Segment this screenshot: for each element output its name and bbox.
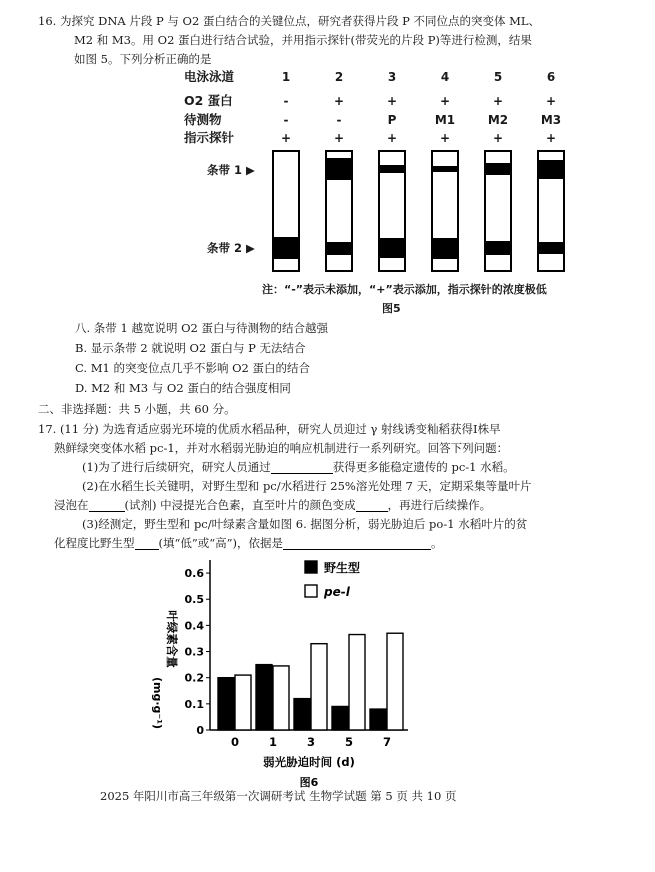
- q17-p1-text-b: 获得更多能稳定遗传的 pc-1 水稻。: [332, 460, 515, 474]
- q16-line1: 16. 为探究 DNA 片段 P 与 O2 蛋白结合的关键位点，研究者获得片段 P 不同位点的突变体 ML、: [38, 14, 541, 28]
- bar-wild-type-3: [294, 699, 310, 730]
- chlorophyll-bar-chart: [140, 550, 420, 790]
- q17-line1: 17. (11 分) 为选育适应弱光环境的优质水稻品种，研究人员迎过 γ 射线诱变籼稻获得Ⅰ株早: [38, 422, 501, 436]
- table-cell-probe-6: +: [545, 131, 557, 145]
- arrow-right-icon: ▶: [246, 241, 255, 255]
- option-b: B. 显示条带 2 就说明 O2 蛋白与 P 无法结合: [75, 341, 306, 355]
- gel-lane-3: [378, 150, 406, 272]
- table-cell-lanes-6: 6: [546, 70, 556, 84]
- q17-part3-line1: (3)经测定，野生型和 pc/叶绿素含量如图 6. 据图分析，弱光胁迫后 po-1 水稻叶片的贫: [82, 517, 528, 531]
- q17-p3-text-c: (填“低”或“高”)，依据是: [158, 536, 283, 550]
- band-2: [486, 241, 510, 255]
- band-1: [380, 165, 404, 173]
- table-cell-test-4: M1: [434, 113, 456, 127]
- q17-line2: 熟鲜绿突变体水稻 pc-1，并对水稻弱光胁迫的响应机制进行一系列研究。回答下列问题：: [54, 441, 509, 455]
- gel-lane-2: [325, 150, 353, 272]
- band-2: [274, 237, 298, 259]
- q17-part2-line2: [54, 498, 491, 512]
- band-2: [433, 238, 457, 259]
- section-2-heading: 二、非选择题：共 5 小题，共 60 分。: [38, 402, 236, 416]
- q17-p3-text-d: 。: [431, 536, 443, 550]
- row-label-o2: O2 蛋白: [184, 93, 233, 108]
- x-tick-label: 7: [382, 735, 392, 749]
- q17-p2-text-d: ，再进行后续操作。: [387, 498, 492, 512]
- q16-line3: 如图 5。下列分析正确的是: [74, 52, 212, 66]
- table-cell-probe-2: +: [333, 131, 345, 145]
- option-c: C. M1 的突变位点几乎不影响 O2 蛋白的结合: [75, 361, 311, 375]
- table-cell-lanes-2: 2: [334, 70, 344, 84]
- x-tick-label: 1: [268, 735, 278, 749]
- band-2: [380, 238, 404, 258]
- arrow-right-icon: ▶: [246, 163, 255, 177]
- table-cell-test-1: -: [283, 113, 289, 127]
- answer-blank-2[interactable]: [89, 511, 125, 512]
- bar-pe1-3: [311, 644, 327, 730]
- band-2: [327, 242, 351, 255]
- q17-p2-text-c: (试剂) 中浸提光合色素，直至叶片的颜色变成: [124, 498, 356, 512]
- y-tick-label: 0.1: [184, 697, 204, 711]
- page-footer: 2025 年阳川市高三年级第一次调研考试 生物学试题 第 5 页 共 10 页: [100, 789, 457, 803]
- band1-label-text: 条带 1: [207, 163, 243, 177]
- y-tick-label: 0.6: [184, 567, 204, 581]
- legend-swatch-wild-type: [305, 561, 317, 573]
- x-tick-label: 5: [344, 735, 354, 749]
- legend-label-pe1: pe-l: [324, 585, 350, 599]
- gel-lane-6: [537, 150, 565, 272]
- table-cell-lanes-1: 1: [281, 70, 291, 84]
- bar-wild-type-7: [370, 709, 386, 730]
- y-tick-label: 0.4: [184, 619, 204, 633]
- y-tick-label: 0.5: [184, 593, 204, 607]
- x-tick-label: 3: [306, 735, 316, 749]
- figure6-caption: 图6: [299, 776, 319, 789]
- row-label-lane: 电泳泳道: [184, 69, 235, 84]
- gel-lane-5: [484, 150, 512, 272]
- table-cell-o2-1: -: [283, 94, 289, 108]
- table-cell-probe-1: +: [280, 131, 292, 145]
- table-cell-o2-3: +: [386, 94, 398, 108]
- bar-wild-type-0: [218, 678, 234, 730]
- band-1: [539, 160, 563, 179]
- bar-pe1-7: [387, 633, 403, 730]
- band-1: [486, 163, 510, 175]
- option-d: D. M2 和 M3 与 O2 蛋白的结合强度相同: [75, 381, 291, 395]
- answer-blank-3[interactable]: [356, 511, 388, 512]
- option-a: 八. 条带 1 越宽说明 O2 蛋白与待测物的结合越强: [75, 321, 328, 335]
- y-axis-label: 叶绿素含量: [165, 610, 179, 668]
- band1-label: [207, 163, 255, 177]
- y-tick-label: 0.3: [184, 645, 204, 659]
- y-axis-unit: (mg·g⁻¹): [151, 676, 164, 730]
- answer-blank-1[interactable]: [271, 473, 333, 474]
- q17-part3-line2: [54, 536, 443, 550]
- row-label-probe: 指示探针: [184, 130, 235, 145]
- table-cell-lanes-5: 5: [493, 70, 503, 84]
- table-cell-test-6: M3: [540, 113, 562, 127]
- table-cell-o2-6: +: [545, 94, 557, 108]
- y-tick-label: 0: [196, 724, 204, 737]
- table-cell-test-3: P: [387, 113, 397, 127]
- band-2: [539, 242, 563, 254]
- legend-label-wild-type: 野生型: [324, 561, 361, 575]
- x-tick-label: 0: [230, 735, 240, 749]
- table-cell-probe-4: +: [439, 131, 451, 145]
- row-label-test: 待测物: [184, 112, 222, 127]
- q17-p1-text-a: (1)为了进行后续研究，研究人员通过: [82, 460, 271, 474]
- band2-label-text: 条带 2: [207, 241, 243, 255]
- table-cell-lanes-4: 4: [440, 70, 450, 84]
- q16-line2: M2 和 M3。用 O2 蛋白进行结合试验，并用指示探针(带荧光的片段 P)等进行检测，结果: [74, 33, 532, 47]
- bar-pe1-1: [273, 666, 289, 730]
- table-cell-o2-4: +: [439, 94, 451, 108]
- gel-lane-4: [431, 150, 459, 272]
- gel-note: 注：“-”表示未添加，“+”表示添加，指示探针的浓度极低: [262, 283, 547, 296]
- gel-lane-1: [272, 150, 300, 272]
- figure5-caption: 图5: [382, 302, 401, 315]
- bar-pe1-5: [349, 635, 365, 730]
- bar-pe1-0: [235, 675, 251, 730]
- table-cell-test-2: -: [336, 113, 342, 127]
- q17-p3-text-b: 化程度比野生型: [54, 536, 135, 550]
- legend-swatch-pe1: [305, 585, 317, 597]
- q17-p2-text-b: 浸泡在: [54, 498, 89, 512]
- band-1: [327, 158, 351, 180]
- table-cell-test-5: M2: [487, 113, 509, 127]
- q17-part1: [82, 460, 515, 474]
- y-tick-label: 0.2: [184, 671, 204, 685]
- table-cell-o2-2: +: [333, 94, 345, 108]
- band-1: [433, 166, 457, 172]
- table-cell-probe-3: +: [386, 131, 398, 145]
- table-cell-o2-5: +: [492, 94, 504, 108]
- band2-label: [207, 241, 255, 255]
- table-cell-lanes-3: 3: [387, 70, 397, 84]
- q17-part2-line1: (2)在水稻生长关键明，对野生型和 pc/水稻进行 25%溶光处理 7 天，定期采集等量叶片: [82, 479, 532, 493]
- bar-wild-type-5: [332, 706, 348, 730]
- bar-wild-type-1: [256, 665, 272, 730]
- x-axis-label: 弱光胁迫时间 (d): [263, 755, 355, 769]
- table-cell-probe-5: +: [492, 131, 504, 145]
